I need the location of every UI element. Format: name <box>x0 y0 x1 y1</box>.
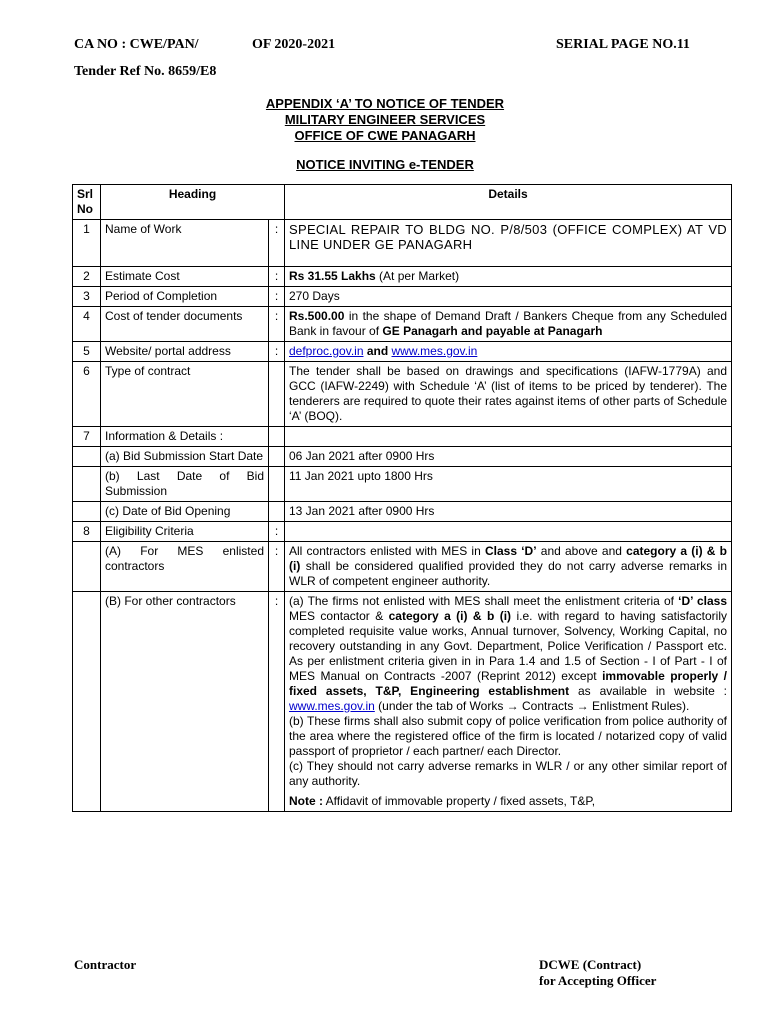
notice-title: NOTICE INVITING e-TENDER <box>296 157 474 172</box>
criteria-category: category a (i) & b (i) <box>289 544 727 573</box>
row-srl: 3 <box>73 287 101 307</box>
criteria-category: category a (i) & b (i) <box>388 609 512 623</box>
table-row <box>73 467 732 502</box>
completion-period-value: 270 Days <box>285 287 732 307</box>
defproc-link[interactable]: defproc.gov.in <box>289 344 364 358</box>
criteria-paragraph-a <box>289 594 727 714</box>
row-heading: Name of Work <box>101 220 269 267</box>
header-details: Details <box>285 185 732 220</box>
document-cost-amount: Rs.500.00 <box>289 309 345 323</box>
row-colon: : <box>269 267 285 287</box>
table-row <box>73 522 732 542</box>
criteria-class: Class ‘D’ <box>484 544 537 558</box>
criteria-paragraph-b: (b) These firms shall also submit copy of police verification from police authority of the area where the registered office of the firm is located / notarized copy of valid passport of proprietor / each partner/ each Director. <box>289 714 727 758</box>
bid-start-value: 06 Jan 2021 after 0900 Hrs <box>285 447 732 467</box>
row-colon <box>269 467 285 502</box>
header-heading: Heading <box>101 185 285 220</box>
row-colon: : <box>269 220 285 267</box>
row-colon: : <box>269 287 285 307</box>
row-colon: : <box>269 342 285 362</box>
row-heading: Website/ portal address <box>101 342 269 362</box>
row-srl <box>73 592 101 812</box>
table-row <box>73 447 732 467</box>
link-separator: and <box>363 344 392 358</box>
tender-document-cost-value <box>285 307 732 342</box>
table-row <box>73 362 732 427</box>
header-srl: Srl No <box>73 185 101 220</box>
row-colon <box>269 427 285 447</box>
row-heading: Period of Completion <box>101 287 269 307</box>
table-row <box>73 307 732 342</box>
row-heading: Eligibility Criteria <box>101 522 269 542</box>
mes-enlisted-label: (A) For MES enlisted contractors <box>101 542 269 592</box>
table-row <box>73 342 732 362</box>
bid-opening-label: (c) Date of Bid Opening <box>101 502 269 522</box>
payee: GE Panagarh and payable at Panagarh <box>382 324 603 338</box>
tender-reference: Tender Ref No. 8659/E8 <box>74 64 217 79</box>
row-srl: 7 <box>73 427 101 447</box>
bid-last-date-label: (b) Last Date of Bid Submission <box>101 467 269 502</box>
row-colon: : <box>269 307 285 342</box>
row-srl <box>73 502 101 522</box>
criteria-text: (a) The firms not enlisted with MES shall meet the enlistment criteria of <box>289 594 679 608</box>
row-heading: Cost of tender documents <box>101 307 269 342</box>
criteria-text: as available in website : <box>569 684 727 698</box>
dcwe-label: DCWE (Contract) <box>539 957 642 972</box>
table-header-row <box>73 185 732 220</box>
criteria-text: All contractors enlisted with MES in <box>289 544 485 558</box>
criteria-text: and above and <box>536 544 627 558</box>
tender-details-table <box>72 184 732 812</box>
appendix-title: APPENDIX ‘A’ TO NOTICE OF TENDER <box>265 96 505 111</box>
eligibility-value <box>285 522 732 542</box>
document-title-block <box>0 96 770 144</box>
other-contractors-label: (B) For other contractors <box>101 592 269 812</box>
bid-last-date-value: 11 Jan 2021 upto 1800 Hrs <box>285 467 732 502</box>
table-row <box>73 287 732 307</box>
criteria-note <box>289 794 727 809</box>
contract-year: OF 2020-2021 <box>252 37 336 52</box>
row-srl <box>73 447 101 467</box>
estimate-cost-value <box>285 267 732 287</box>
criteria-class: ‘D’ class <box>678 594 727 608</box>
table-row <box>73 220 732 267</box>
office-title: OFFICE OF CWE PANAGARH <box>294 128 476 143</box>
serial-page-number: SERIAL PAGE NO.11 <box>556 37 690 52</box>
table-row <box>73 427 732 447</box>
table-row <box>73 267 732 287</box>
table-row <box>73 542 732 592</box>
table-row <box>73 592 732 812</box>
row-srl: 4 <box>73 307 101 342</box>
info-details-value <box>285 427 732 447</box>
website-value <box>285 342 732 362</box>
accepting-officer-block <box>539 957 656 989</box>
bid-start-label: (a) Bid Submission Start Date <box>101 447 269 467</box>
table-row <box>73 502 732 522</box>
row-colon <box>269 362 285 427</box>
row-heading: Information & Details : <box>101 427 269 447</box>
criteria-text: (under the tab of Works → Contracts → Enlistment Rules). <box>374 699 690 713</box>
row-colon <box>269 502 285 522</box>
row-colon <box>269 447 285 467</box>
organization-title: MILITARY ENGINEER SERVICES <box>284 112 486 127</box>
row-srl <box>73 467 101 502</box>
criteria-text: i.e. with regard to having satisfactorily completed requisite value works, Annual turnover, Solvency, Working Capital, no recovery outstanding in any Govt. Department, Police Verification / Passport etc. As per enlistment criteria given in in Para 1.4 and 1.5 of Section - I of Part - I of MES Manual on Contracts -2007 (Reprint 2012) except <box>289 609 727 683</box>
document-cost-terms: in the shape of Demand Draft / Bankers Cheque from any Scheduled Bank in favour of <box>289 309 727 338</box>
mes-website-link[interactable]: www.mes.gov.in <box>391 344 478 358</box>
estimate-amount: Rs 31.55 Lakhs <box>289 269 376 283</box>
row-colon: : <box>269 592 285 812</box>
row-heading: Type of contract <box>101 362 269 427</box>
row-colon: : <box>269 542 285 592</box>
name-of-work-value: SPECIAL REPAIR TO BLDG NO. P/8/503 (OFFICE COMPLEX) AT VD LINE UNDER GE PANAGARH <box>285 220 732 267</box>
mes-website-link[interactable]: www.mes.gov.in <box>289 699 375 713</box>
contract-type-value: The tender shall be based on drawings and specifications (IAFW-1779A) and GCC (IAFW-2249) with Schedule ‘A’ (list of items to be priced by tenderer). The tenderers are required to quote their rates against items of other parts of Schedule ‘A’ (BOQ). <box>285 362 732 427</box>
row-srl: 2 <box>73 267 101 287</box>
row-srl: 6 <box>73 362 101 427</box>
row-srl <box>73 542 101 592</box>
bid-opening-value: 13 Jan 2021 after 0900 Hrs <box>285 502 732 522</box>
note-label: Note : <box>289 794 323 808</box>
row-colon: : <box>269 522 285 542</box>
criteria-exception: immovable properly / fixed assets, T&P, Engineering establishment <box>289 669 728 698</box>
criteria-text: shall be considered qualified provided they do not carry adverse remarks in WLR of competent engineer authority. <box>289 559 727 588</box>
criteria-text: MES contactor & <box>289 609 389 623</box>
estimate-note: (At per Market) <box>375 269 460 283</box>
mes-enlisted-criteria <box>285 542 732 592</box>
criteria-paragraph-c: (c) They should not carry adverse remarks in WLR / or any other similar report of any authority. <box>289 759 727 788</box>
row-srl: 8 <box>73 522 101 542</box>
ca-number: CA NO : CWE/PAN/ <box>74 37 199 52</box>
contractor-signature-label: Contractor <box>74 957 137 972</box>
note-text: Affidavit of immovable property / fixed assets, T&P, <box>323 794 596 808</box>
accepting-officer-label: for Accepting Officer <box>539 973 657 988</box>
row-srl: 1 <box>73 220 101 267</box>
other-contractors-criteria <box>285 592 732 812</box>
row-srl: 5 <box>73 342 101 362</box>
row-heading: Estimate Cost <box>101 267 269 287</box>
